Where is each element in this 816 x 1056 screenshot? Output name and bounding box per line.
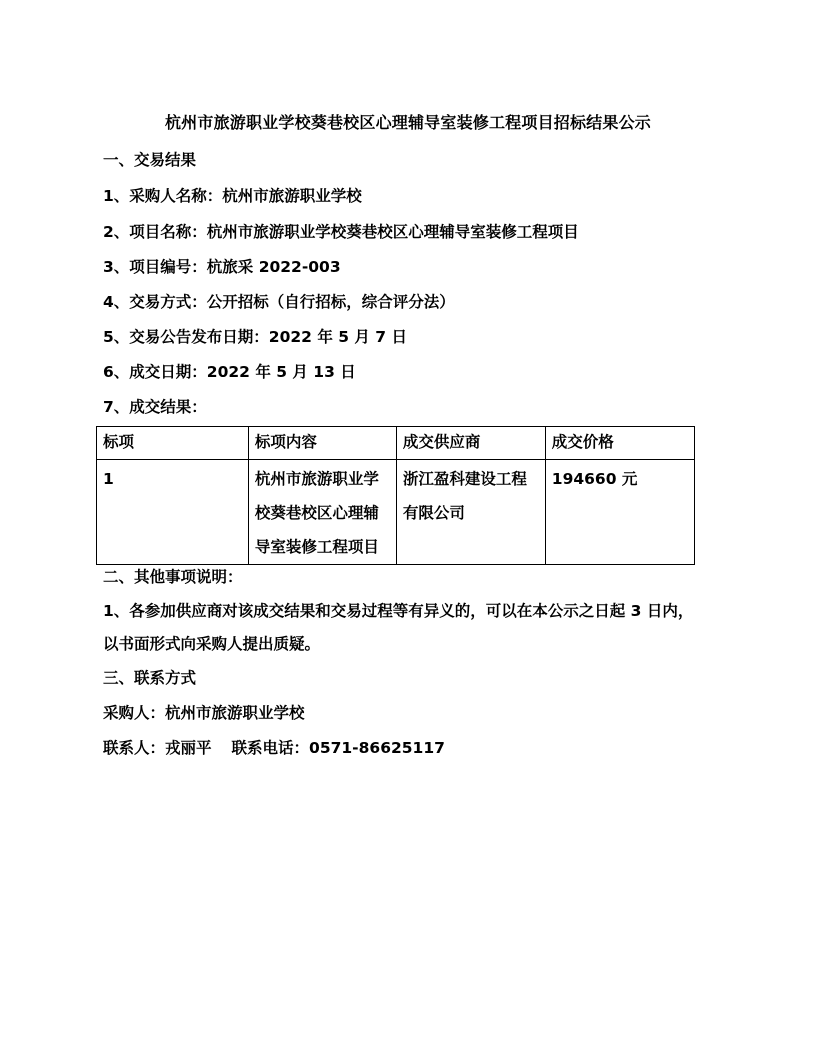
- item-project-number: [103, 255, 341, 277]
- content-line: 导室装修工程项目: [254, 538, 379, 556]
- table-header-cell: 标项内容: [248, 427, 396, 460]
- table-cell-price: 194660 元: [545, 460, 694, 565]
- section-heading-other: 二、其他事项说明：: [103, 568, 243, 586]
- notice-line-2: 以书面形式向采购人提出质疑。: [103, 635, 321, 653]
- item-label: 4、交易方式：: [103, 293, 207, 311]
- item-label: 7、成交结果：: [103, 398, 207, 416]
- item-announcement-date: [103, 325, 407, 347]
- document-title: 杭州市旅游职业学校葵巷校区心理辅导室装修工程项目招标结果公示: [164, 113, 651, 132]
- content-line: 校葵巷校区心理辅: [254, 504, 379, 522]
- table-header-cell: 成交供应商: [396, 427, 545, 460]
- contact-phone: 0571-86625117: [309, 739, 445, 757]
- item-transaction-method: [103, 290, 455, 312]
- table-cell-supplier: [396, 460, 545, 565]
- item-purchaser-name: [103, 184, 362, 206]
- item-value: 2022 年 5 月 7 日: [268, 328, 407, 346]
- content-line: 杭州市旅游职业学: [254, 470, 379, 488]
- contact-person-line: [103, 736, 445, 758]
- table-row: [97, 460, 695, 565]
- supplier-line: 浙江盈科建设工程: [402, 470, 527, 488]
- table-header-row: [97, 427, 695, 460]
- contact-label: 联系人：: [103, 739, 166, 757]
- contact-person: 戎丽平: [165, 739, 212, 757]
- item-label: 6、成交日期：: [103, 363, 207, 381]
- supplier-line: 有限公司: [402, 504, 465, 522]
- item-value: 杭州市旅游职业学校: [222, 187, 362, 205]
- contact-label: 联系电话：: [231, 739, 310, 757]
- contact-purchaser: [103, 701, 305, 723]
- notice-line-1: 1、各参加供应商对该成交结果和交易过程等有异义的，可以在本公示之日起 3 日内，: [103, 602, 694, 620]
- section-heading-results: 一、交易结果: [103, 151, 197, 169]
- contact-label: 采购人：: [103, 704, 166, 722]
- item-value: 2022 年 5 月 13 日: [206, 363, 356, 381]
- item-deal-date: [103, 360, 356, 382]
- table-cell-item: 1: [97, 460, 249, 565]
- item-value: 杭州市旅游职业学校葵巷校区心理辅导室装修工程项目: [206, 223, 579, 241]
- table-cell-content: [248, 460, 396, 565]
- table-header-cell: 成交价格: [545, 427, 694, 460]
- item-deal-result: [103, 395, 207, 417]
- section-heading-contact: 三、联系方式: [103, 669, 197, 687]
- result-table: [96, 426, 695, 565]
- item-label: 3、项目编号：: [103, 258, 207, 276]
- item-project-name: [103, 220, 579, 242]
- item-value: 公开招标（自行招标，综合评分法）: [206, 293, 455, 311]
- item-label: 2、项目名称：: [103, 223, 207, 241]
- table-header-cell: 标项: [97, 427, 249, 460]
- item-label: 1、采购人名称：: [103, 187, 223, 205]
- contact-value: 杭州市旅游职业学校: [165, 704, 305, 722]
- item-value: 杭旅采 2022-003: [206, 258, 341, 276]
- item-label: 5、交易公告发布日期：: [103, 328, 269, 346]
